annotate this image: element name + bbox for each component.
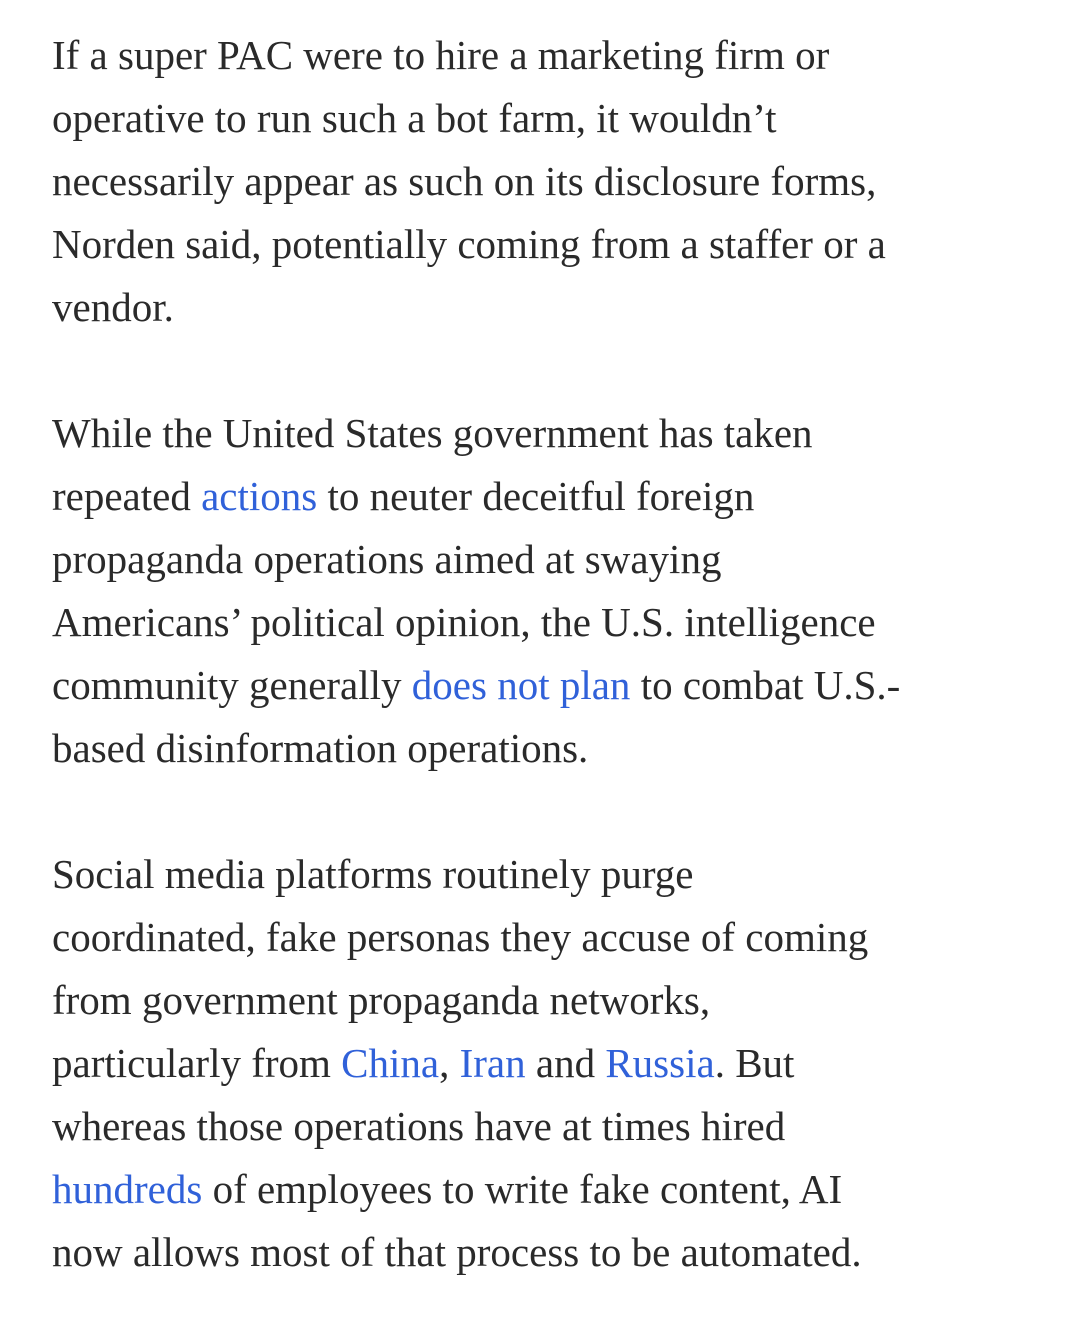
text-line (52, 1095, 1030, 1158)
text-segment: to combat U.S.- (630, 662, 901, 708)
text-segment: coordinated, fake personas they accuse of coming (52, 914, 869, 960)
article-link[interactable]: Iran (459, 1040, 526, 1086)
article-paragraph (52, 402, 1030, 780)
text-segment: . But (714, 1040, 795, 1086)
text-segment: based disinformation operations. (52, 725, 589, 771)
text-segment: , (439, 1040, 460, 1086)
text-line (52, 843, 1030, 906)
article-paragraph (52, 843, 1030, 1284)
text-segment: community generally (52, 662, 412, 708)
text-segment: particularly from (52, 1040, 342, 1086)
text-line (52, 465, 1030, 528)
text-segment: to neuter deceitful foreign (317, 473, 755, 519)
text-segment: necessarily appear as such on its disclosure forms, (52, 158, 877, 204)
article-paragraph (52, 24, 1030, 339)
text-line (52, 591, 1030, 654)
text-segment: of employees to write fake content, AI (202, 1166, 843, 1212)
text-segment: from government propaganda networks, (52, 977, 711, 1023)
article-link[interactable]: China (341, 1040, 440, 1086)
text-line (52, 24, 1030, 87)
text-line (52, 213, 1030, 276)
text-segment: Social media platforms routinely purge (52, 851, 694, 897)
text-segment: propaganda operations aimed at swaying (52, 536, 722, 582)
text-segment: whereas those operations have at times hired (52, 1103, 786, 1149)
text-line (52, 1032, 1030, 1095)
text-segment: and (525, 1040, 606, 1086)
article-link[interactable]: actions (201, 473, 318, 519)
text-segment: now allows most of that process to be automated. (52, 1229, 862, 1275)
article-link[interactable]: does not plan (411, 662, 631, 708)
text-line (52, 906, 1030, 969)
text-segment: operative to run such a bot farm, it wouldn’t (52, 95, 777, 141)
text-segment: repeated (52, 473, 202, 519)
text-line (52, 402, 1030, 465)
text-line (52, 528, 1030, 591)
article-link[interactable]: hundreds (52, 1166, 203, 1212)
text-segment: Americans’ political opinion, the U.S. intelligence (52, 599, 876, 645)
text-line (52, 87, 1030, 150)
text-segment: If a super PAC were to hire a marketing firm or (52, 32, 830, 78)
text-segment: While the United States government has taken (52, 410, 813, 456)
text-line (52, 150, 1030, 213)
article-link[interactable]: Russia (605, 1040, 715, 1086)
text-segment: vendor. (52, 284, 174, 330)
text-line (52, 969, 1030, 1032)
text-line (52, 276, 1030, 339)
text-segment: Norden said, potentially coming from a staffer or a (52, 221, 886, 267)
text-line (52, 717, 1030, 780)
text-line (52, 654, 1030, 717)
text-line (52, 1221, 1030, 1284)
text-line (52, 1158, 1030, 1221)
